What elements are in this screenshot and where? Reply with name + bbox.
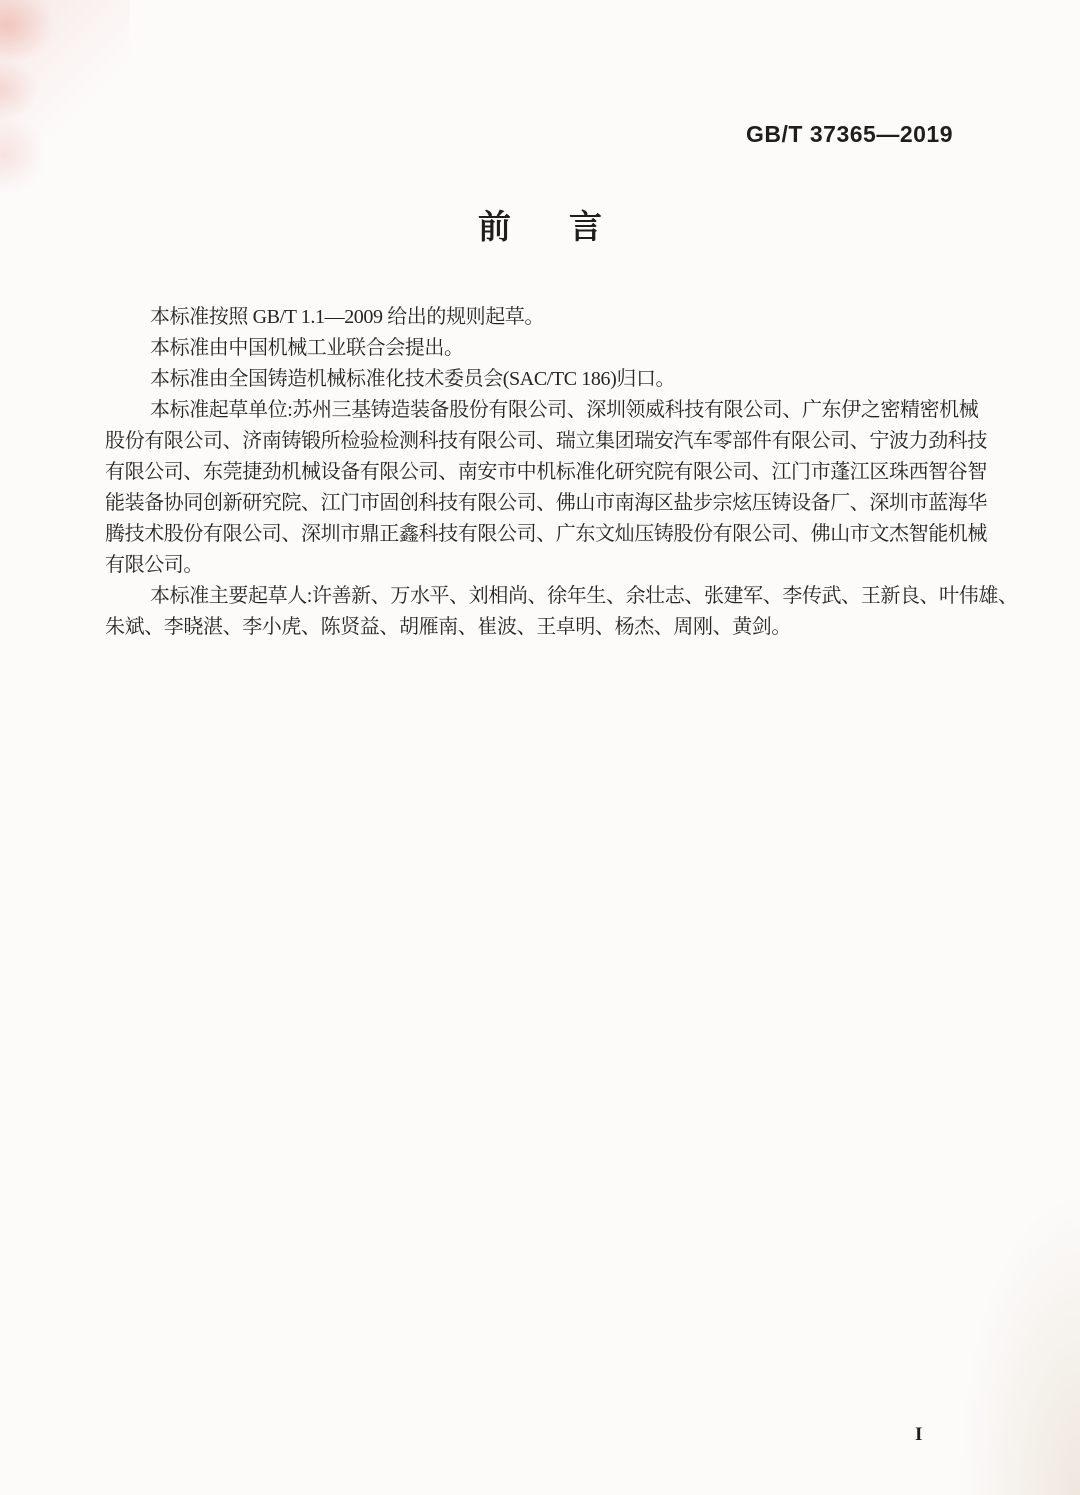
paragraph-line: 本标准由中国机械工业联合会提出。 [150, 337, 464, 359]
scan-artifact-bottom-right [930, 1065, 1080, 1495]
paragraph-line: 能装备协同创新研究院、江门市固创科技有限公司、佛山市南海区盐步宗炫压铸设备厂、深圳市蓝海华 [105, 492, 987, 514]
paragraph-line: 本标准主要起草人:许善新、万水平、刘相尚、徐年生、余壮志、张建军、李传武、王新良、叶伟雄、 [150, 585, 1018, 607]
paragraph-5 [105, 581, 1018, 643]
page-title-char-2: 言 [569, 208, 602, 245]
page-number: I [915, 1424, 923, 1445]
paragraph-line: 本标准按照 GB/T 1.1—2009 给出的规则起草。 [150, 306, 544, 328]
paragraph-line: 有限公司。 [105, 554, 203, 576]
paragraph-line: 股份有限公司、济南铸锻所检验检测科技有限公司、瑞立集团瑞安汽车零部件有限公司、宁波力劲科技 [105, 430, 987, 452]
paragraph-4 [105, 395, 987, 581]
paragraph-3 [105, 364, 971, 395]
scan-artifact-top-left [0, 0, 130, 220]
page-title [0, 207, 1080, 247]
paragraph-2 [105, 333, 971, 364]
paragraph-1 [105, 302, 971, 333]
paragraph-line: 有限公司、东莞捷劲机械设备有限公司、南安市中机标准化研究院有限公司、江门市蓬江区珠西智谷智 [105, 461, 987, 483]
paragraph-line: 腾技术股份有限公司、深圳市鼎正鑫科技有限公司、广东文灿压铸股份有限公司、佛山市文杰智能机械 [105, 523, 987, 545]
paragraph-line: 本标准由全国铸造机械标准化技术委员会(SAC/TC 186)归口。 [150, 368, 676, 390]
page-title-char-1: 前 [478, 208, 511, 245]
paragraph-line: 本标准起草单位:苏州三基铸造装备股份有限公司、深圳领威科技有限公司、广东伊之密精密机械 [150, 399, 979, 421]
standard-code: GB/T 37365—2019 [746, 121, 953, 147]
paragraph-line: 朱斌、李晓湛、李小虎、陈贤益、胡雁南、崔波、王卓明、杨杰、周刚、黄剑。 [105, 616, 791, 638]
foreword-body [105, 302, 1018, 643]
